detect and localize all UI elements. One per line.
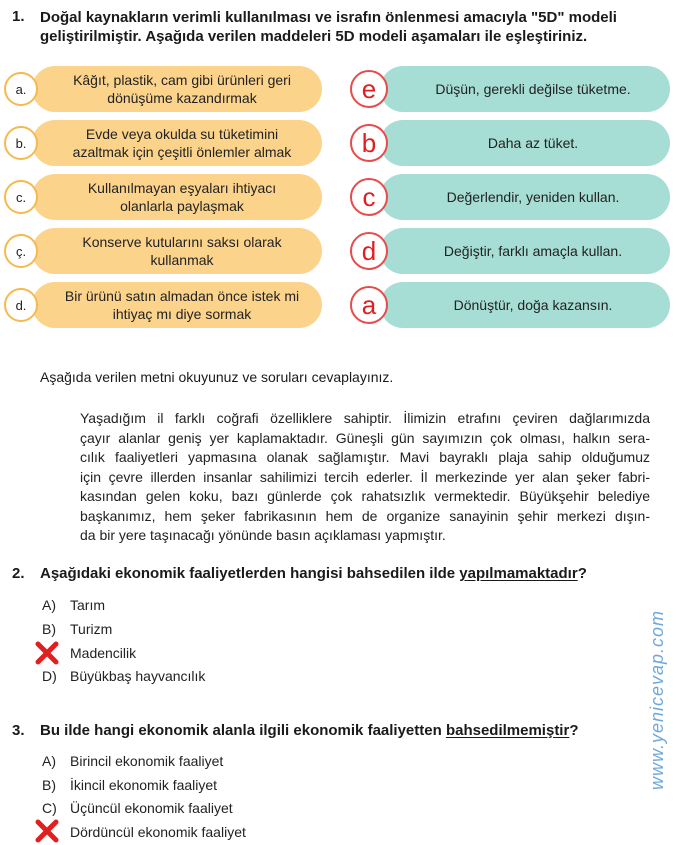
watermark-text: www.yenicevap.com <box>646 609 667 791</box>
question-3-text: Bu ilde hangi ekonomik alanla ilgili ekonomik faaliyetten bahsedilmemiştir? <box>40 722 579 739</box>
passage-line: başkanımız, hem şeker fabrikasının hem de organize sanayinin şehir merkezi dışın- <box>80 507 650 524</box>
passage-line: kasından gelen koku, bazı günlerde çok rahatsızlık vermektedir. Büyükşehir belediye <box>80 488 650 504</box>
match-right-item: Değerlendir, yeniden kullan. <box>380 174 670 220</box>
passage-line: çayır alanlar geniş yer kaplamaktadır. Güneşli gün sayımızın çok olması, halkın sera- <box>80 429 650 446</box>
question-2-option-selected[interactable]: Madencilik <box>70 645 137 661</box>
reading-passage <box>80 409 650 546</box>
match-right-item: Daha az tüket. <box>380 120 670 166</box>
watermark <box>646 588 670 812</box>
match-right-item: Dönüştür, doğa kazansın. <box>380 282 670 328</box>
match-left-letter: d. <box>4 288 38 322</box>
match-left-item: Kullanılmayan eşyaları ihtiyacı olanlarla paylaşmak <box>32 174 322 220</box>
match-right-item: Değiştir, farklı amaçla kullan. <box>380 228 670 274</box>
match-left-letter: ç. <box>4 234 38 268</box>
passage-line: cılık faaliyetleri yapmasına olanak sağlamıştır. Mavi bayraklı plaja sahip olduğumuz <box>80 449 650 465</box>
question-3-option[interactable]: A) Birincil ekonomik faaliyet <box>42 753 224 769</box>
match-answer-letter[interactable]: e <box>350 70 388 108</box>
question-2-option[interactable]: B) Turizm <box>42 621 113 637</box>
match-answer-letter[interactable]: a <box>350 286 388 324</box>
question-2-option[interactable]: A) Tarım <box>42 597 105 613</box>
passage-line: da bir yere taşınacağı yönünde basın açıklaması yapmıştır. <box>80 527 446 543</box>
match-left-item: Bir ürünü satın almadan önce istek mi ihtiyaç mı diye sormak <box>32 282 322 328</box>
match-left-letter: b. <box>4 126 38 160</box>
match-left-item: Evde veya okulda su tüketimini azaltmak için çeşitli önlemler almak <box>32 120 322 166</box>
match-right-item: Düşün, gerekli değilse tüketme. <box>380 66 670 112</box>
reading-instruction: Aşağıda verilen metni okuyunuz ve soruları cevaplayınız. <box>40 369 394 385</box>
question-2-option[interactable]: D) Büyükbaş hayvancılık <box>42 668 206 684</box>
passage-line: Yaşadığım il farklı coğrafi özelliklere sahiptir. İlimizin etrafını çeviren dağlarımızda <box>80 410 650 426</box>
question-3-option[interactable]: C) Üçüncül ekonomik faaliyet <box>42 800 233 816</box>
question-1-text: Doğal kaynakların verimli kullanılması ve israfın önlenmesi amacıyla "5D" modeli geliştirilmiştir. Aşağıda verilen maddeleri 5D modeli aşamaları ile eşleştiriniz. <box>40 9 617 45</box>
match-left-item: Konserve kutularını saksı olarak kullanmak <box>32 228 322 274</box>
match-answer-letter[interactable]: d <box>350 232 388 270</box>
question-3-number: 3. <box>12 722 25 739</box>
question-2-text: Aşağıdaki ekonomik faaliyetlerden hangisi bahsedilen ilde yapılmamaktadır? <box>40 565 587 582</box>
question-2-number: 2. <box>12 565 25 582</box>
question-3-option[interactable]: B) İkincil ekonomik faaliyet <box>42 777 218 793</box>
passage-line: için çevre illerden insanlar sahilimizi tercih ederler. İl merkezinde yer alan şeker fabri- <box>80 468 650 485</box>
x-mark-icon <box>35 819 59 843</box>
x-mark-icon <box>35 641 59 665</box>
match-answer-letter[interactable]: b <box>350 124 388 162</box>
match-answer-letter[interactable]: c <box>350 178 388 216</box>
match-left-letter: c. <box>4 180 38 214</box>
question-1-number: 1. <box>12 8 25 25</box>
match-left-item: Kâğıt, plastik, cam gibi ürünleri geri dönüşüme kazandırmak <box>32 66 322 112</box>
match-left-letter: a. <box>4 72 38 106</box>
question-3-option-selected[interactable]: Dördüncül ekonomik faaliyet <box>70 824 246 840</box>
